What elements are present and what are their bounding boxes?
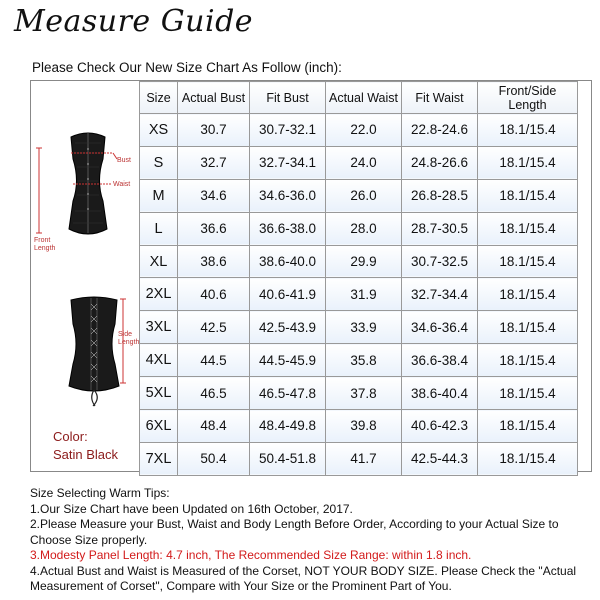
fit-bust-cell: 44.5-45.9 [250, 344, 326, 377]
color-info [53, 428, 118, 464]
tip-item: 4.Actual Bust and Waist is Measured of the Corset, NOT YOUR BODY SIZE. Please Check the "Actual Measurement of Corset", Compare with Your Size or the Prominent Part of You. [30, 563, 577, 593]
actual-bust-cell: 50.4 [178, 442, 250, 475]
length-cell: 18.1/15.4 [478, 179, 578, 212]
table-row [140, 245, 578, 278]
actual-bust-cell: 48.4 [178, 410, 250, 443]
fit-waist-cell: 28.7-30.5 [402, 212, 478, 245]
actual-waist-cell: 35.8 [326, 344, 402, 377]
fit-waist-cell: 24.8-26.6 [402, 146, 478, 179]
measurement-diagram-panel [31, 81, 140, 471]
fit-bust-cell: 48.4-49.8 [250, 410, 326, 443]
size-cell: 6XL [140, 410, 178, 443]
table-row [140, 410, 578, 443]
length-cell: 18.1/15.4 [478, 442, 578, 475]
table-header-row [140, 82, 578, 114]
fit-waist-cell: 42.5-44.3 [402, 442, 478, 475]
fit-waist-cell: 36.6-38.4 [402, 344, 478, 377]
size-cell: S [140, 146, 178, 179]
size-cell: 3XL [140, 311, 178, 344]
length-cell: 18.1/15.4 [478, 114, 578, 147]
actual-waist-cell: 39.8 [326, 410, 402, 443]
actual-bust-cell: 36.6 [178, 212, 250, 245]
length-cell: 18.1/15.4 [478, 344, 578, 377]
fit-bust-cell: 40.6-41.9 [250, 278, 326, 311]
size-cell: L [140, 212, 178, 245]
size-cell: 7XL [140, 442, 178, 475]
size-tips [30, 486, 590, 595]
front-length-label-line2: Length [34, 245, 56, 252]
page-title: Measure Guide [14, 4, 254, 39]
fit-bust-cell: 30.7-32.1 [250, 114, 326, 147]
table-row [140, 212, 578, 245]
fit-waist-cell: 32.7-34.4 [402, 278, 478, 311]
table-row [140, 311, 578, 344]
header-actual-waist: Actual Waist [326, 82, 402, 114]
table-row [140, 146, 578, 179]
waist-label: Waist [113, 181, 131, 188]
fit-waist-cell: 34.6-36.4 [402, 311, 478, 344]
actual-waist-cell: 28.0 [326, 212, 402, 245]
fit-waist-cell: 30.7-32.5 [402, 245, 478, 278]
fit-bust-cell: 46.5-47.8 [250, 377, 326, 410]
actual-bust-cell: 34.6 [178, 179, 250, 212]
length-cell: 18.1/15.4 [478, 311, 578, 344]
fit-waist-cell: 22.8-24.6 [402, 114, 478, 147]
header-actual-bust: Actual Bust [178, 82, 250, 114]
actual-waist-cell: 24.0 [326, 146, 402, 179]
chart-subtitle: Please Check Our New Size Chart As Follow (inch): [32, 60, 342, 75]
tip-item-highlight: 3.Modesty Panel Length: 4.7 inch, The Recommended Size Range: within 1.8 inch. [30, 548, 472, 562]
actual-bust-cell: 32.7 [178, 146, 250, 179]
header-front-side-length: Front/Side Length [478, 82, 578, 114]
front-length-label-line1: Front [34, 237, 51, 244]
length-cell: 18.1/15.4 [478, 410, 578, 443]
size-cell: XL [140, 245, 178, 278]
fit-waist-cell: 40.6-42.3 [402, 410, 478, 443]
fit-bust-cell: 42.5-43.9 [250, 311, 326, 344]
actual-waist-cell: 33.9 [326, 311, 402, 344]
size-chart [30, 80, 592, 472]
actual-bust-cell: 44.5 [178, 344, 250, 377]
side-length-label-line1: Side [118, 331, 133, 338]
size-cell: M [140, 179, 178, 212]
actual-waist-cell: 26.0 [326, 179, 402, 212]
actual-bust-cell: 46.5 [178, 377, 250, 410]
table-row [140, 442, 578, 475]
actual-bust-cell: 42.5 [178, 311, 250, 344]
actual-waist-cell: 22.0 [326, 114, 402, 147]
header-fit-bust: Fit Bust [250, 82, 326, 114]
fit-bust-cell: 38.6-40.0 [250, 245, 326, 278]
length-cell: 18.1/15.4 [478, 245, 578, 278]
size-cell: 4XL [140, 344, 178, 377]
actual-waist-cell: 31.9 [326, 278, 402, 311]
fit-waist-cell: 38.6-40.4 [402, 377, 478, 410]
actual-waist-cell: 41.7 [326, 442, 402, 475]
actual-waist-cell: 37.8 [326, 377, 402, 410]
table-row [140, 278, 578, 311]
header-size: Size [140, 82, 178, 114]
fit-waist-cell: 26.8-28.5 [402, 179, 478, 212]
table-row [140, 344, 578, 377]
fit-bust-cell: 34.6-36.0 [250, 179, 326, 212]
tips-heading: Size Selecting Warm Tips: [30, 486, 170, 500]
fit-bust-cell: 32.7-34.1 [250, 146, 326, 179]
fit-bust-cell: 50.4-51.8 [250, 442, 326, 475]
actual-waist-cell: 29.9 [326, 245, 402, 278]
length-cell: 18.1/15.4 [478, 278, 578, 311]
length-cell: 18.1/15.4 [478, 212, 578, 245]
size-table [139, 81, 578, 476]
tip-item: 2.Please Measure your Bust, Waist and Body Length Before Order, According to your Actual Size to Choose Size properly. [30, 517, 559, 547]
table-row [140, 377, 578, 410]
table-row [140, 179, 578, 212]
bust-label: Bust [117, 157, 132, 164]
size-cell: 2XL [140, 278, 178, 311]
actual-bust-cell: 30.7 [178, 114, 250, 147]
length-cell: 18.1/15.4 [478, 146, 578, 179]
fit-bust-cell: 36.6-38.0 [250, 212, 326, 245]
actual-bust-cell: 38.6 [178, 245, 250, 278]
size-cell: XS [140, 114, 178, 147]
table-row [140, 114, 578, 147]
color-label: Color: [53, 429, 88, 444]
size-cell: 5XL [140, 377, 178, 410]
tip-item: 1.Our Size Chart have been Updated on 16th October, 2017. [30, 501, 353, 516]
side-length-label-line2: Length [118, 339, 140, 346]
measure-lines-side [31, 291, 139, 401]
length-cell: 18.1/15.4 [478, 377, 578, 410]
actual-bust-cell: 40.6 [178, 278, 250, 311]
header-fit-waist: Fit Waist [402, 82, 478, 114]
color-value: Satin Black [53, 447, 119, 462]
